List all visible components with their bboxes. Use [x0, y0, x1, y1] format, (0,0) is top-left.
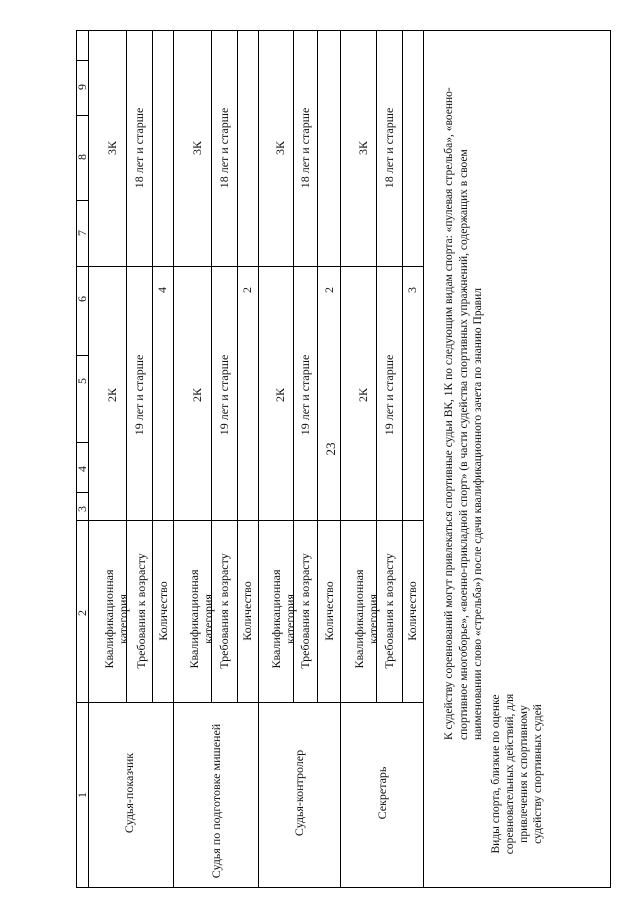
col-header-7: 7 — [75, 230, 89, 236]
col-header-3: 3 — [75, 506, 89, 512]
referee-requirements-table — [76, 30, 611, 888]
row-name-2: Судья по подготовке мишеней — [209, 723, 223, 879]
count-label-3: Количество — [322, 581, 336, 641]
age-b-1: 18 лет и старше — [132, 107, 146, 189]
table-border-bottom — [76, 887, 611, 888]
count-4: 3 — [405, 287, 419, 293]
header-tick-3 — [76, 492, 89, 493]
age-label-3: Требования к возрасту — [298, 553, 312, 669]
age-b-2: 18 лет и старше — [217, 107, 231, 189]
group-line-2 — [258, 30, 259, 888]
group-line-3 — [340, 30, 341, 888]
header-tick-9 — [76, 60, 89, 61]
row-name-1: Судья-показчик — [122, 752, 136, 834]
age-label-1: Требования к возрасту — [134, 553, 148, 669]
group-line-1 — [173, 30, 174, 888]
category-a-2: 2К — [190, 388, 204, 403]
age-a-2: 19 лет и старше — [217, 354, 231, 436]
count-label-2: Количество — [240, 581, 254, 641]
col-header-6: 6 — [75, 296, 89, 302]
header-tick-5 — [76, 355, 89, 356]
qual-label-1: Квалификационная категория — [102, 569, 130, 669]
table-border-right — [610, 30, 611, 888]
sub-line-1b — [152, 30, 153, 703]
category-a-1: 2К — [105, 388, 119, 403]
footer-label: Виды спорта, близкие по оценке соревновательных действий, для привлечения к спортивному судейству спортивных судей — [490, 693, 544, 855]
age-label-2: Требования к возрасту — [217, 553, 231, 669]
count-split-line-2 — [173, 266, 259, 267]
qual-label-3: Квалификационная категория — [269, 569, 297, 669]
age-b-3: 18 лет и старше — [298, 107, 312, 189]
qual-label-2: Квалификационная категория — [187, 569, 215, 669]
age-a-4: 19 лет и старше — [382, 354, 396, 436]
col1-col2-line — [76, 702, 423, 703]
count-label-4: Количество — [405, 581, 419, 641]
sub-line-2b — [237, 30, 238, 703]
age-a-1: 19 лет и старше — [132, 354, 146, 436]
category-b-3: 3К — [273, 141, 287, 156]
col-header-4: 4 — [75, 466, 89, 472]
count-split-line-3 — [258, 266, 341, 267]
age-b-4: 18 лет и старше — [382, 107, 396, 189]
col2-data-line — [76, 520, 423, 521]
header-tick-7 — [76, 200, 89, 201]
col-header-9: 9 — [75, 84, 89, 90]
header-tick-4 — [76, 442, 89, 443]
col-header-8: 8 — [75, 154, 89, 160]
age-a-3: 19 лет и старше — [298, 354, 312, 436]
category-a-4: 2К — [356, 388, 370, 403]
row-name-4: Секретарь — [375, 766, 389, 820]
col-header-2: 2 — [75, 610, 89, 616]
category-b-4: 3К — [356, 141, 370, 156]
row-name-3: Судья-контролер — [292, 749, 306, 837]
age-label-4: Требования к возрасту — [382, 553, 396, 669]
category-b-2: 3К — [190, 141, 204, 156]
table-border-top — [76, 30, 611, 31]
footer-text: К судейству соревнований могут привлекаться спортивные судьи ВК, 1К по следующим видам спорта: «пулевая стрельба», «военно-спортивное многоборье», «военно-прикладной спорт» (в части судейства спортивных упражнений, содержащих в своем наименовании слово «стрельба») после сдачи квалификационного зачета по знанию Правил — [443, 87, 485, 740]
sub-line-3b — [317, 30, 318, 703]
count-2: 2 — [240, 287, 254, 293]
sub-line-4b — [402, 30, 403, 703]
qual-label-4: Квалификационная категория — [352, 569, 380, 669]
count-3: 2 — [322, 287, 336, 293]
category-b-1: 3К — [105, 141, 119, 156]
header-tick-8 — [76, 115, 89, 116]
count-label-1: Количество — [156, 581, 170, 641]
col-header-5: 5 — [75, 378, 89, 384]
page-number: 23 — [323, 442, 338, 456]
count-1: 4 — [155, 287, 169, 293]
category-a-3: 2К — [273, 388, 287, 403]
count-split-line-1 — [88, 266, 174, 267]
col-header-1: 1 — [75, 792, 89, 798]
